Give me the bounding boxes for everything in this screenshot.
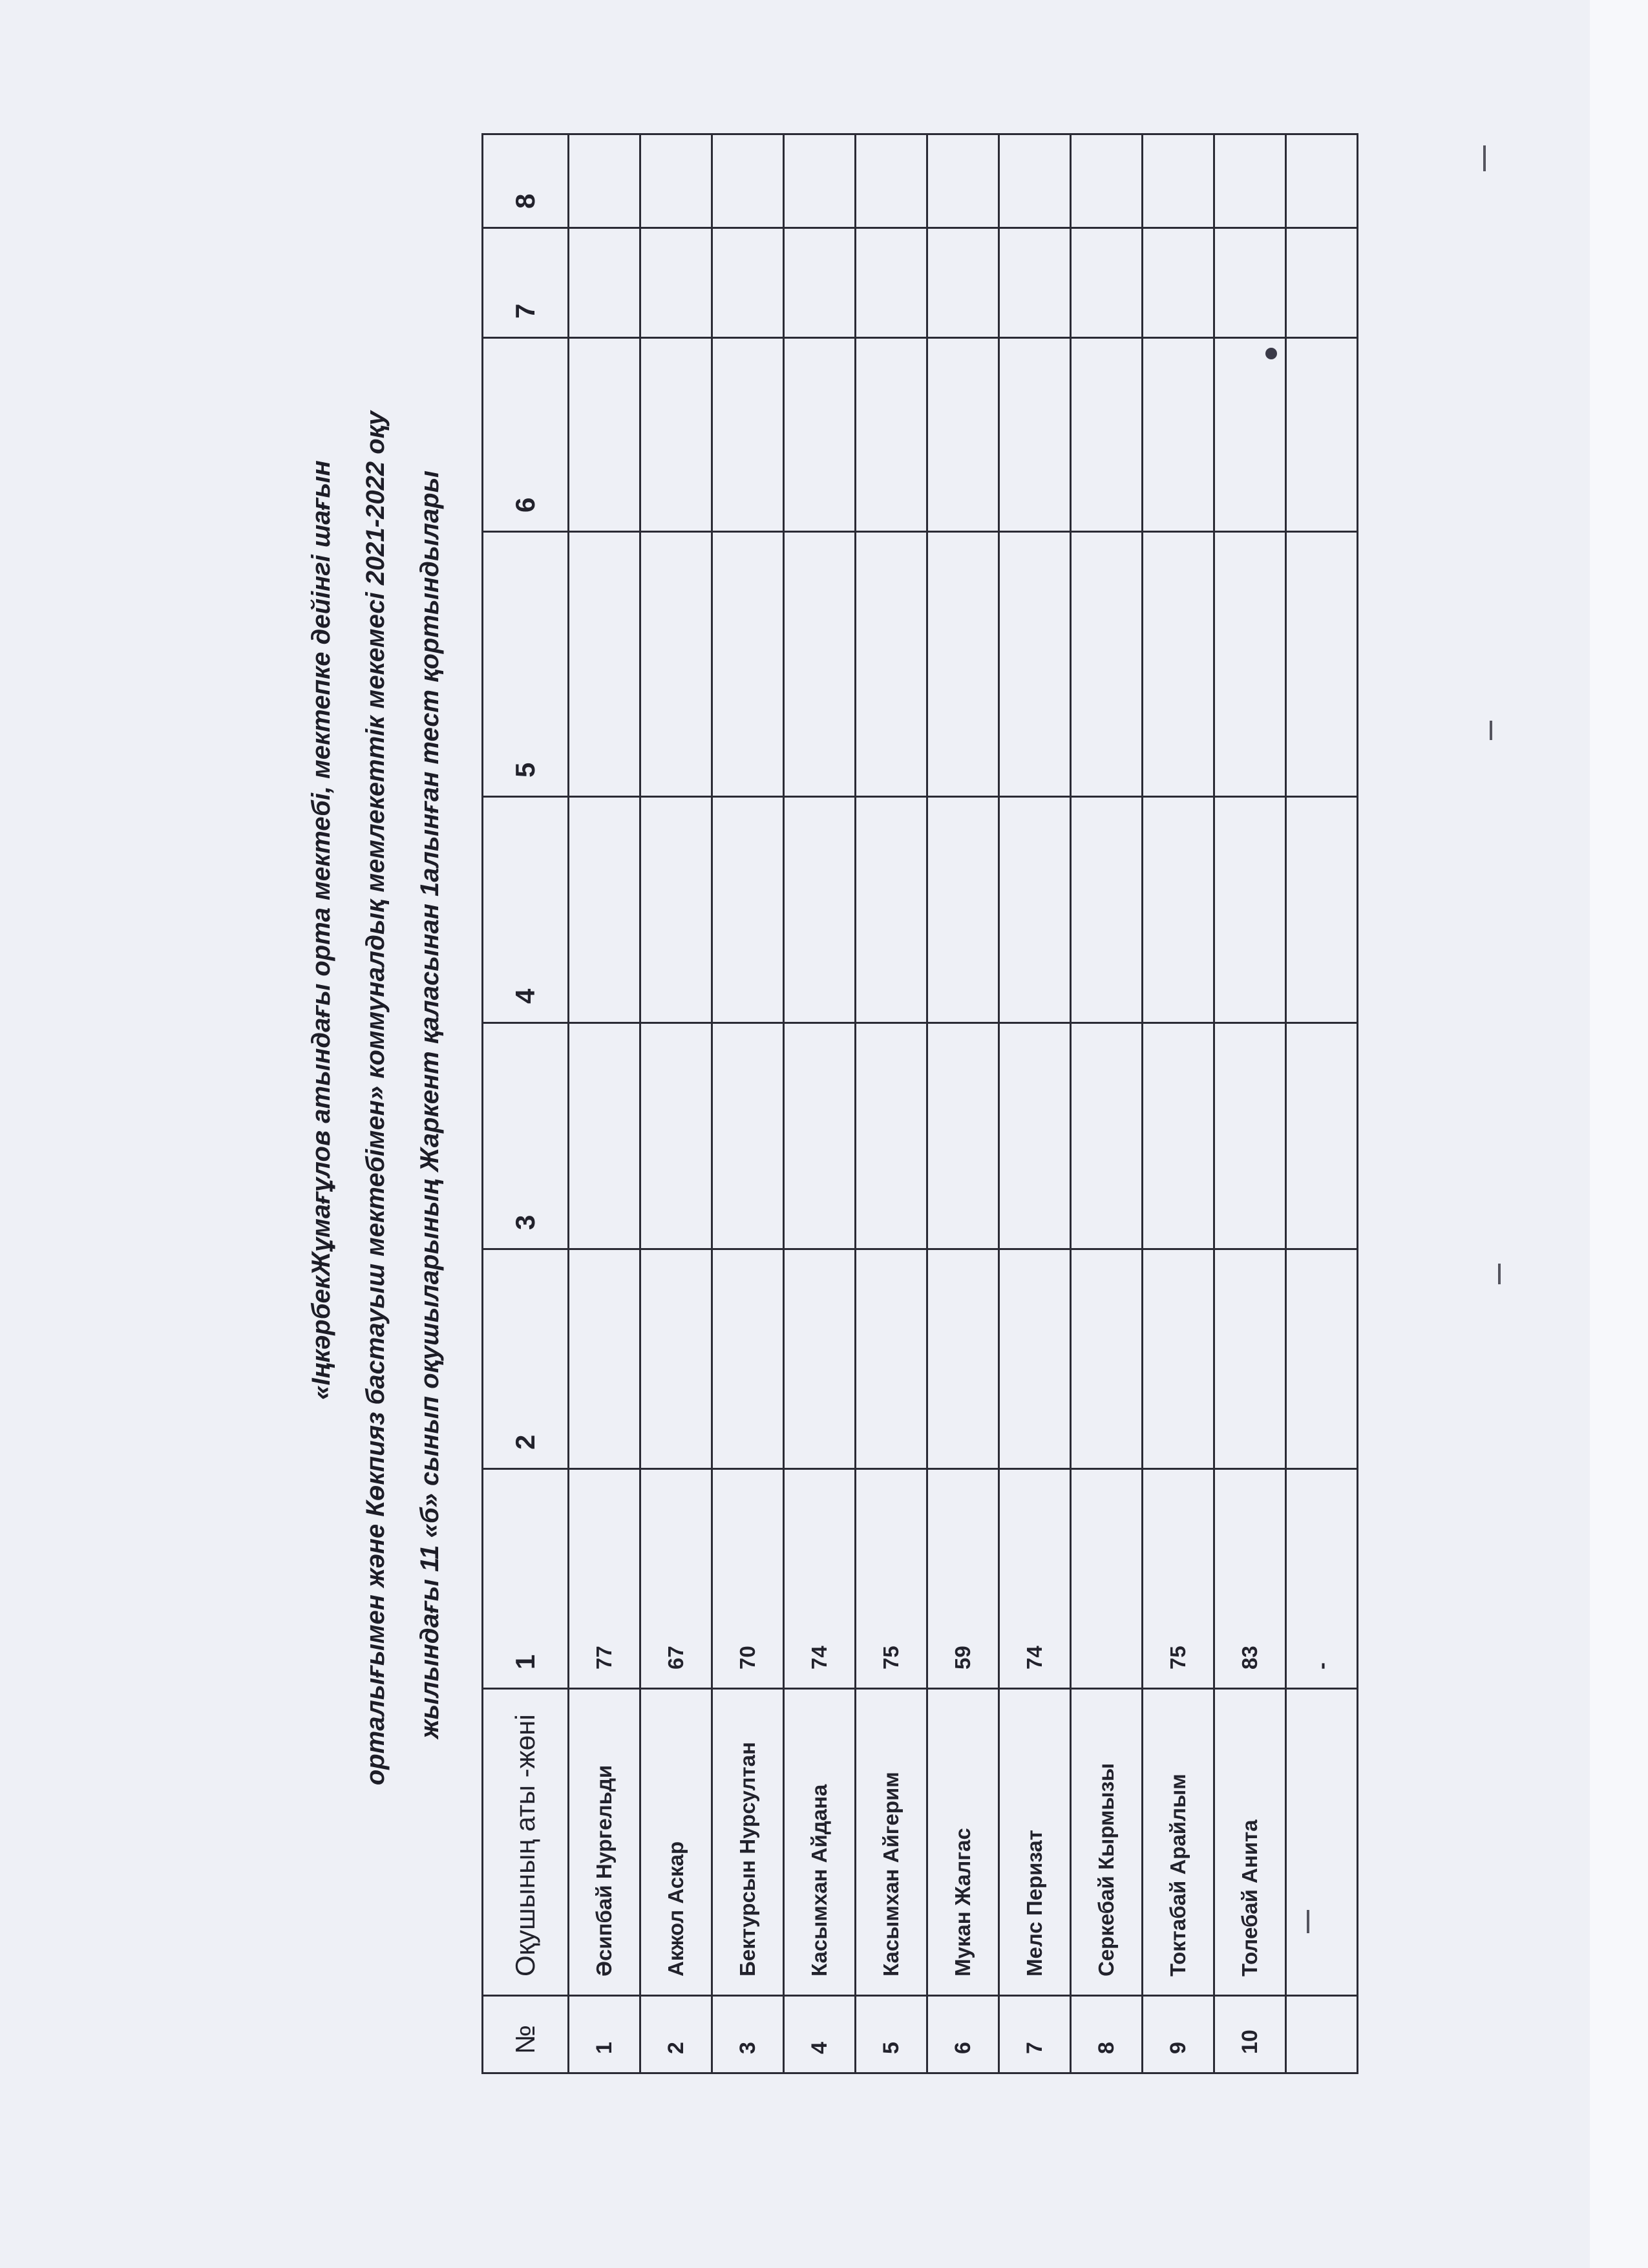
table-row [784, 134, 856, 2073]
score-cell-test-6 [1143, 338, 1214, 532]
student-name: Токтабай Арайлым [1143, 1689, 1214, 1996]
score-cell-test-1: 74 [784, 1469, 856, 1689]
score-cell-test-5 [999, 532, 1071, 797]
score-cell-test-6 [927, 338, 999, 532]
student-name: Касымхан Айдана [784, 1689, 856, 1996]
score-cell-test-4 [1143, 797, 1214, 1023]
header-test-8: 8 [483, 134, 569, 228]
score-cell-test-3 [712, 1023, 784, 1249]
score-cell-test-5 [1214, 532, 1286, 797]
student-name: Толебай Анита [1214, 1689, 1286, 1996]
score-cell-test-8 [784, 134, 856, 228]
title-line-3: жылындағы 11 «б» сынып оқушыларының Жаркент қаласынан 1алынған тест қортындылары [416, 471, 444, 1739]
score-cell-test-8 [1071, 134, 1143, 228]
score-cell-test-7 [1286, 228, 1358, 338]
score-cell-test-5 [569, 532, 640, 797]
header-test-1: 1 [483, 1469, 569, 1689]
score-cell-test-6 [784, 338, 856, 532]
table-row [1286, 134, 1358, 2073]
score-cell-test-2 [640, 1249, 712, 1469]
score-cell-test-2 [999, 1249, 1071, 1469]
score-cell-test-2 [856, 1249, 927, 1469]
score-cell-test-6 [569, 338, 640, 532]
header-test-6: 6 [483, 338, 569, 532]
score-cell-test-4 [640, 797, 712, 1023]
score-cell-test-6 [1214, 338, 1286, 532]
score-cell-test-3 [927, 1023, 999, 1249]
title-line-1: «ІңкәрбекЖұмағұлов атындағы орта мектебі, мектепке дейінгі шағын [307, 460, 335, 1400]
score-cell-test-4 [999, 797, 1071, 1023]
score-cell-test-3 [569, 1023, 640, 1249]
score-cell-test-8 [999, 134, 1071, 228]
score-cell-test-2 [784, 1249, 856, 1469]
row-number: 1 [569, 1996, 640, 2073]
row-number: 4 [784, 1996, 856, 2073]
score-cell-test-6 [999, 338, 1071, 532]
score-cell-test-3 [1286, 1023, 1358, 1249]
row-number: 6 [927, 1996, 999, 2073]
score-cell-test-4 [1214, 797, 1286, 1023]
header-test-7: 7 [483, 228, 569, 338]
row-number: 9 [1143, 1996, 1214, 2073]
score-cell-test-3 [856, 1023, 927, 1249]
student-name: Серкебай Кырмызы [1071, 1689, 1143, 1996]
score-cell-test-5 [856, 532, 927, 797]
row-number: 10 [1214, 1996, 1286, 2073]
table-body [569, 134, 1358, 2073]
table-row [712, 134, 784, 2073]
score-cell-test-8 [640, 134, 712, 228]
score-cell-test-7 [927, 228, 999, 338]
score-cell-test-7 [569, 228, 640, 338]
row-number: 2 [640, 1996, 712, 2073]
score-cell-test-6 [712, 338, 784, 532]
score-cell-test-8 [569, 134, 640, 228]
student-name [1286, 1689, 1358, 1996]
score-cell-test-4 [712, 797, 784, 1023]
table-row [1071, 134, 1143, 2073]
row-number: 8 [1071, 1996, 1143, 2073]
score-cell-test-7 [712, 228, 784, 338]
row-number: 7 [999, 1996, 1071, 2073]
score-cell-test-5 [1286, 532, 1358, 797]
header-test-5: 5 [483, 532, 569, 797]
score-cell-test-6 [856, 338, 927, 532]
score-cell-test-7 [640, 228, 712, 338]
score-cell-test-5 [712, 532, 784, 797]
score-cell-test-4 [927, 797, 999, 1023]
score-cell-test-8 [1214, 134, 1286, 228]
table-row [856, 134, 927, 2073]
score-cell-test-7 [999, 228, 1071, 338]
header-test-4: 4 [483, 797, 569, 1023]
score-cell-test-1: 77 [569, 1469, 640, 1689]
student-name: Акжол Аскар [640, 1689, 712, 1996]
score-cell-test-1: 70 [712, 1469, 784, 1689]
document-title [294, 148, 457, 2087]
student-name: Мелс Перизат [999, 1689, 1071, 1996]
header-test-3: 3 [483, 1023, 569, 1249]
score-cell-test-4 [1286, 797, 1358, 1023]
score-cell-test-7 [1143, 228, 1214, 338]
score-cell-test-1: 74 [999, 1469, 1071, 1689]
score-cell-test-3 [1214, 1023, 1286, 1249]
table-row [999, 134, 1071, 2073]
score-cell-test-7 [1214, 228, 1286, 338]
score-cell-test-1: 75 [856, 1469, 927, 1689]
score-cell-test-2 [927, 1249, 999, 1469]
score-cell-test-5 [640, 532, 712, 797]
score-cell-test-5 [784, 532, 856, 797]
score-cell-test-4 [856, 797, 927, 1023]
score-cell-test-1 [1071, 1469, 1143, 1689]
score-cell-test-3 [999, 1023, 1071, 1249]
header-row [483, 134, 569, 2073]
score-cell-test-1: 59 [927, 1469, 999, 1689]
results-table [481, 133, 1358, 2074]
table-row [927, 134, 999, 2073]
score-cell-test-2 [569, 1249, 640, 1469]
score-cell-test-3 [1143, 1023, 1214, 1249]
table-row [1143, 134, 1214, 2073]
score-cell-test-2 [712, 1249, 784, 1469]
score-cell-test-7 [856, 228, 927, 338]
score-cell-test-3 [1071, 1023, 1143, 1249]
score-cell-test-1: 67 [640, 1469, 712, 1689]
score-cell-test-1: 83 [1214, 1469, 1286, 1689]
student-name: Әсипбай Нургельди [569, 1689, 640, 1996]
score-cell-test-2 [1214, 1249, 1286, 1469]
score-cell-test-8 [1286, 134, 1358, 228]
row-number: 3 [712, 1996, 784, 2073]
score-cell-test-1: 75 [1143, 1469, 1214, 1689]
student-name: Мукан Жалгас [927, 1689, 999, 1996]
row-number [1286, 1996, 1358, 2073]
score-cell-test-8 [856, 134, 927, 228]
header-name: Оқушының аты -жөні [483, 1689, 569, 1996]
table-row [1214, 134, 1286, 2073]
score-cell-test-6 [1286, 338, 1358, 532]
score-cell-test-4 [569, 797, 640, 1023]
table-row [569, 134, 640, 2073]
table-row [640, 134, 712, 2073]
score-cell-test-4 [1071, 797, 1143, 1023]
score-cell-test-5 [1071, 532, 1143, 797]
score-cell-test-3 [784, 1023, 856, 1249]
student-name: Касымхан Айгерим [856, 1689, 927, 1996]
score-cell-test-5 [927, 532, 999, 797]
title-line-2: орталығымен және Көкпияз бастауыш мектебімен» коммуналдық мемлекеттік мекемесі 2021-2022 оқу [361, 410, 390, 1786]
student-name: Бектурсын Нурсултан [712, 1689, 784, 1996]
row-number: 5 [856, 1996, 927, 2073]
score-cell-test-6 [640, 338, 712, 532]
score-cell-test-7 [1071, 228, 1143, 338]
score-cell-test-5 [1143, 532, 1214, 797]
score-cell-test-8 [712, 134, 784, 228]
score-cell-test-8 [1143, 134, 1214, 228]
score-cell-test-4 [784, 797, 856, 1023]
header-test-2: 2 [483, 1249, 569, 1469]
score-cell-test-7 [784, 228, 856, 338]
score-cell-test-2 [1071, 1249, 1143, 1469]
score-cell-test-2 [1286, 1249, 1358, 1469]
header-number: № [483, 1996, 569, 2073]
score-cell-test-3 [640, 1023, 712, 1249]
score-cell-test-8 [927, 134, 999, 228]
table-header [483, 134, 569, 2073]
score-cell-test-1: - [1286, 1469, 1358, 1689]
score-cell-test-2 [1143, 1249, 1214, 1469]
score-cell-test-6 [1071, 338, 1143, 532]
